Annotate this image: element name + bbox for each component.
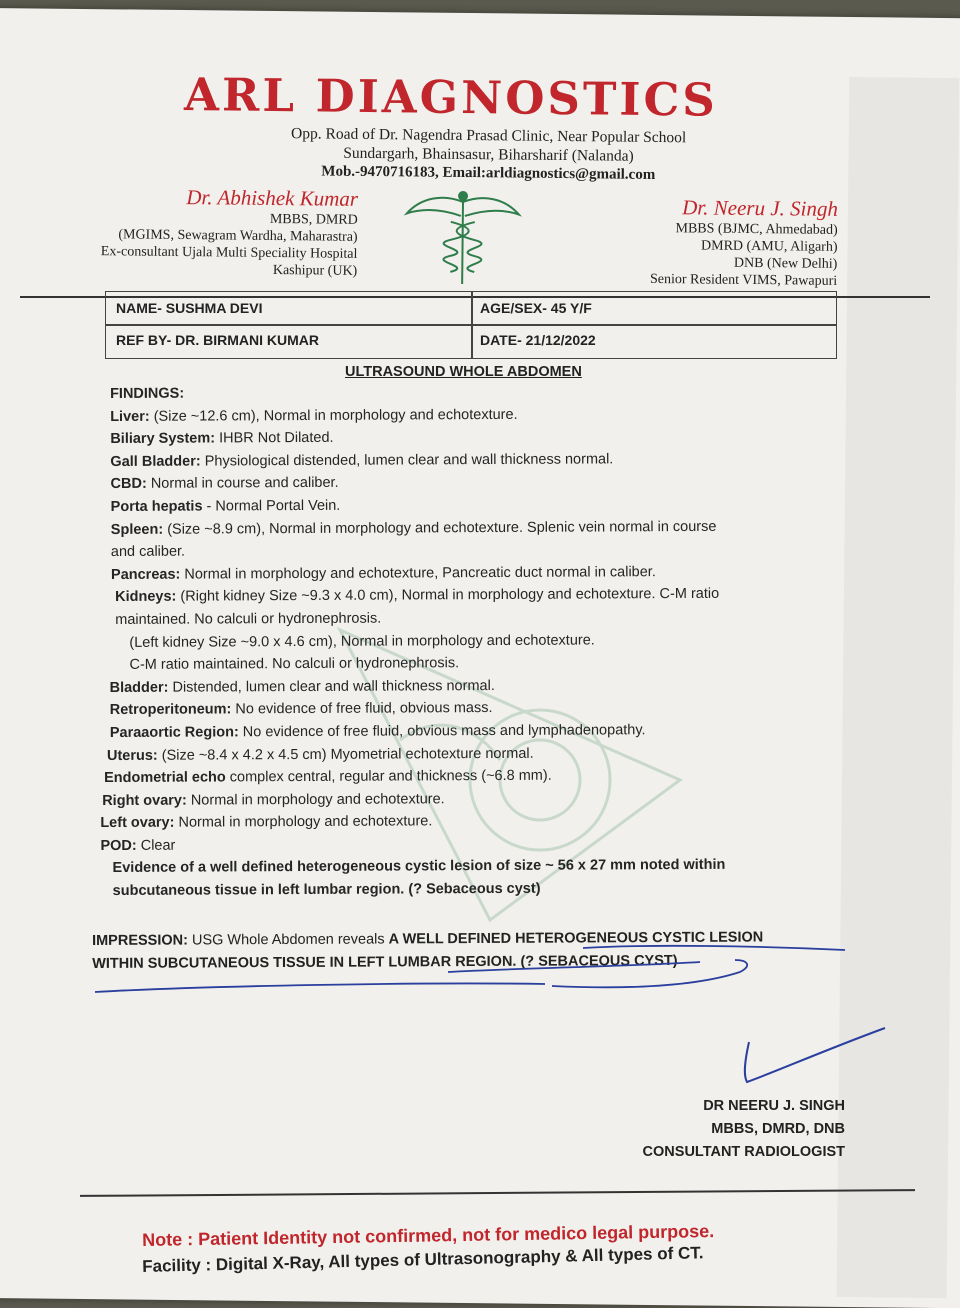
finding-key: Porta hepatis <box>110 498 203 515</box>
finding-key: Liver: <box>110 408 150 425</box>
finding-left-kidney-cont: C-M ratio maintained. No calculi or hydronephrosis. <box>129 655 460 674</box>
signatory-role: CONSULTANT RADIOLOGIST <box>642 1144 845 1160</box>
finding-key: CBD: <box>110 476 147 493</box>
finding-key: Left ovary: <box>100 814 175 832</box>
doctor-right-line: DMRD (AMU, Aligarh) <box>700 238 838 255</box>
clinic-title: ARL DIAGNOSTICS <box>183 68 719 127</box>
finding-key: Right ovary: <box>102 792 187 809</box>
address-line-2: Sundargarh, Bhainsasur, Biharsharif (Nalanda) <box>343 144 634 165</box>
doctor-left-line: Ex-consultant Ujala Multi Speciality Hospital <box>100 244 358 262</box>
finding-value: Normal in morphology and echotexture. <box>186 790 445 809</box>
finding-cyst-line-2: subcutaneous tissue in left lumbar region. (? Sebaceous cyst) <box>112 880 541 900</box>
finding-value: complex central, regular and thickness (~6.8 mm). <box>225 767 552 786</box>
finding-value: - Normal Portal Vein. <box>202 497 341 515</box>
finding-left-kidney: (Left kidney Size ~9.0 x 4.6 cm), Normal in morphology and echotexture. <box>129 631 595 651</box>
finding-value: IHBR Not Dilated. <box>215 430 334 447</box>
doctor-left-line: MBBS, DMRD <box>269 211 358 228</box>
address-line-1: Opp. Road of Dr. Nagendra Prasad Clinic, Near Popular School <box>291 125 687 147</box>
footer-facility: Facility : Digital X-Ray, All types of Ultrasonography & All types of CT. <box>142 1243 704 1276</box>
doctor-left-name: Dr. Abhishek Kumar <box>186 185 359 211</box>
contact-line: Mob.-9470716183, Email:arldiagnostics@gmail.com <box>321 163 656 183</box>
doctor-right-line: Senior Resident VIMS, Pawapuri <box>649 271 838 289</box>
finding-key: Biliary System: <box>110 430 216 448</box>
finding-value: (Size ~12.6 cm), Normal in morphology and echotexture. <box>149 406 518 425</box>
finding-value: (Right kidney Size ~9.3 x 4.0 cm), Normal in morphology and echotexture. C-M ratio <box>176 586 720 605</box>
signatory-degrees: MBBS, DMRD, DNB <box>711 1121 845 1137</box>
finding-spleen-cont: and caliber. <box>110 543 186 561</box>
patient-age-sex: AGE/SEX- 45 Y/F <box>480 300 592 316</box>
finding-key: Endometrial echo <box>104 769 226 787</box>
doctor-right-line: DNB (New Delhi) <box>733 255 838 272</box>
finding-key: Spleen: <box>110 521 164 538</box>
finding-value: (Size ~8.4 x 4.2 x 4.5 cm) Myometrial echotexture normal. <box>157 745 534 764</box>
patient-name: NAME- SUSHMA DEVI <box>116 300 263 316</box>
finding-value: No evidence of free fluid, obvious mass. <box>231 700 493 718</box>
finding-value: Normal in course and caliber. <box>146 475 339 493</box>
doctor-left-line: Kashipur (UK) <box>272 262 358 279</box>
impression-text: A WELL DEFINED HETEROGENEOUS CYSTIC LESION <box>388 929 764 948</box>
signature-mark <box>735 1020 895 1100</box>
report-title: ULTRASOUND WHOLE ABDOMEN <box>345 364 582 380</box>
signatory-name: DR NEERU J. SINGH <box>703 1098 845 1114</box>
finding-value: No evidence of free fluid, obvious mass and lymphadenopathy. <box>238 722 646 741</box>
report-date: DATE- 21/12/2022 <box>480 332 596 348</box>
impression-label: IMPRESSION: <box>92 932 188 949</box>
finding-value: Distended, lumen clear and wall thickness normal. <box>168 677 495 696</box>
finding-value: (Size ~8.9 cm), Normal in morphology and echotexture. Splenic vein normal in course <box>163 518 717 538</box>
finding-key: Retroperitoneum: <box>109 701 232 719</box>
finding-key: Bladder: <box>109 679 169 696</box>
finding-value: Clear <box>136 837 176 854</box>
finding-kidneys-cont: maintained. No calculi or hydronephrosis. <box>115 610 382 628</box>
referred-by: REF BY- DR. BIRMANI KUMAR <box>116 332 319 348</box>
finding-key: Pancreas: <box>110 566 181 583</box>
finding-key: Kidneys: <box>115 588 177 606</box>
signatory-block <box>615 1095 845 1164</box>
impression-intro: USG Whole Abdomen reveals <box>187 931 389 949</box>
doctor-right-name: Dr. Neeru J. Singh <box>682 195 839 221</box>
finding-cyst-line-1: Evidence of a well defined heterogeneous cystic lesion of size ~ 56 x 27 mm noted within <box>112 857 726 877</box>
finding-key: Paraaortic Region: <box>109 724 239 741</box>
finding-value: Physiological distended, lumen clear and wall thickness normal. <box>200 451 614 470</box>
finding-value: Normal in morphology and echotexture. <box>174 813 433 831</box>
finding-key: Uterus: <box>106 747 158 764</box>
finding-value: Normal in morphology and echotexture, Pancreatic duct normal in caliber. <box>180 563 656 583</box>
doctor-right-line: MBBS (BJMC, Ahmedabad) <box>675 221 838 238</box>
finding-key: POD: <box>100 837 137 854</box>
impression-line-2: WITHIN SUBCUTANEOUS TISSUE IN LEFT LUMBAR REGION. (? SEBACEOUS CYST) <box>92 952 678 972</box>
footer-note: Note : Patient Identity not confirmed, not for medico legal purpose. <box>142 1221 715 1250</box>
findings-label: FINDINGS: <box>110 385 185 402</box>
doctor-left-line: (MGIMS, Sewagram Wardha, Maharastra) <box>118 227 358 245</box>
finding-key: Gall Bladder: <box>110 453 201 470</box>
